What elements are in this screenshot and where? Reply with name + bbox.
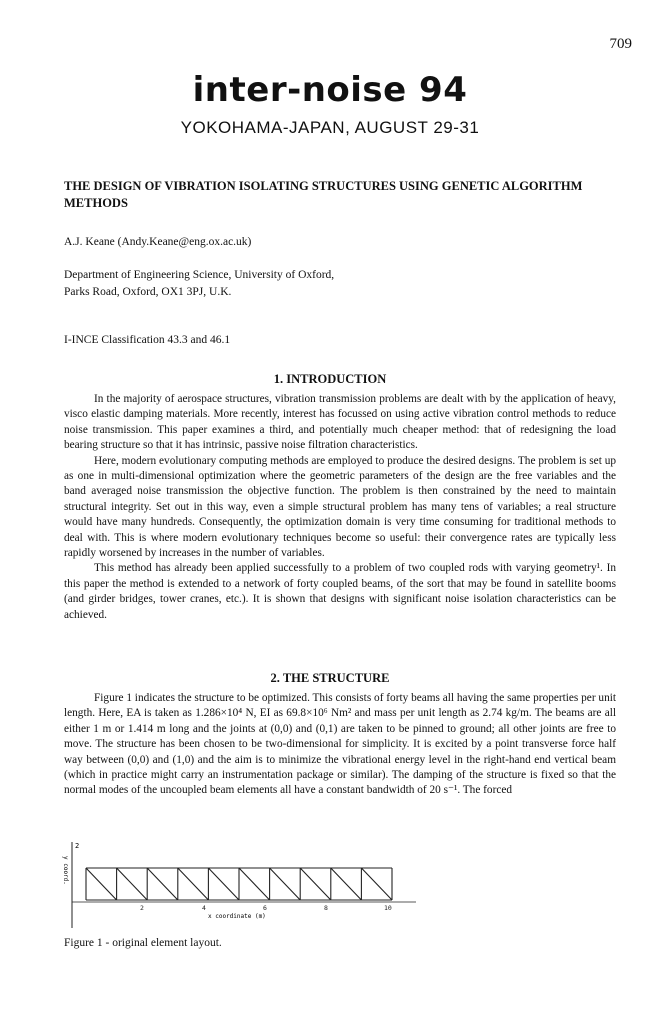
x-tick-8: 8 xyxy=(324,904,328,912)
affiliation xyxy=(64,267,334,301)
paragraph: This method has already been applied successfully to a problem of two coupled rods with varying geometry¹. In this paper the method is extended to a network of forty coupled beams, of the sort that may be found in satellite booms (and girder bridges, tower cranes, etc.). It is shown that designs with significant noise isolation characteristics can be achieved. xyxy=(64,562,616,621)
figure-caption: Figure 1 - original element layout. xyxy=(64,937,222,949)
element-layout-plot xyxy=(56,838,426,930)
introduction-body xyxy=(64,392,616,623)
affiliation-line-2: Parks Road, Oxford, OX1 3PJ, U.K. xyxy=(64,286,232,298)
structure-body xyxy=(64,691,616,799)
classification: I-INCE Classification 43.3 and 46.1 xyxy=(64,334,231,346)
author: A.J. Keane (Andy.Keane@eng.ox.ac.uk) xyxy=(64,236,252,248)
section-heading-structure: 2. THE STRUCTURE xyxy=(270,671,390,685)
x-tick-4: 4 xyxy=(202,904,206,912)
x-tick-6: 6 xyxy=(263,904,267,912)
x-tick-10: 10 xyxy=(384,904,392,912)
paragraph: Here, modern evolutionary computing methods are employed to produce the desired designs. The problem is set up as one in multi-dimensional optimization where the geometric parameters of the design are the free variables and the band averaged noise transmission the objective function. The problem is then constrained by the need to maintain structural integrity. Set out in this way, even a simple structural problem has many tens of variables; a real structure would have many hundreds. Consequently, the optimization domain is very time consuming for traditional methods to deal with. This is where modern evolutionary techniques become so useful: their convergence rates are typically less rapidly worsened by increases in the number of variables. xyxy=(64,454,616,560)
paragraph: Figure 1 indicates the structure to be optimized. This consists of forty beams all having the same properties per unit length. Here, EA is taken as 1.286×10⁴ N, EI as 69.8×10⁶ Nm² and mass per unit length as 2.74 kg/m. The beams are all either 1 m or 1.414 m long and the joints at (0,0) and (0,1) are taken to be pinned to ground; all other joints are free to move. The structure has been chosen to be two-dimensional for simplicity. It is excited by a point transverse force half way between (0,0) and (1,0) and the aim is to minimize the vibrational energy level in the right-hand end vertical beam (which in practice might carry an instrumentation package or similar). The damping of the structure is fixed so that the normal modes of the uncoupled beam elements all have a constant bandwidth of 20 s⁻¹. The forced xyxy=(64,692,616,797)
title-line-2: METHODS xyxy=(64,196,128,210)
truss-structure xyxy=(86,868,392,900)
conference-subtitle: YOKOHAMA-JAPAN, AUGUST 29-31 xyxy=(180,118,480,137)
paragraph: In the majority of aerospace structures, vibration transmission problems are dealt with by the application of heavy, visco elastic damping materials. More recently, interest has focussed on using active vibration control methods to reduce noise transmission. This paper examines a third, and potentially much cheaper method: that of redesigning the load bearing structure so that it has intrinsic, passive noise filtration characteristics. xyxy=(64,393,616,452)
conference-logo: inter-noise 94 xyxy=(192,70,468,110)
paper-title xyxy=(64,178,624,212)
x-tick-2: 2 xyxy=(140,904,144,912)
figure-1 xyxy=(56,838,426,930)
title-line-1: THE DESIGN OF VIBRATION ISOLATING STRUCTURES USING GENETIC ALGORITHM xyxy=(64,179,583,193)
section-heading-introduction: 1. INTRODUCTION xyxy=(273,372,387,386)
x-axis-label: x coordinate (m) xyxy=(208,913,266,920)
y-tick-2: 2 xyxy=(75,842,80,850)
affiliation-line-1: Department of Engineering Science, University of Oxford, xyxy=(64,269,335,281)
y-axis-label: y coord. xyxy=(62,856,69,885)
page-number: 709 xyxy=(609,36,632,52)
